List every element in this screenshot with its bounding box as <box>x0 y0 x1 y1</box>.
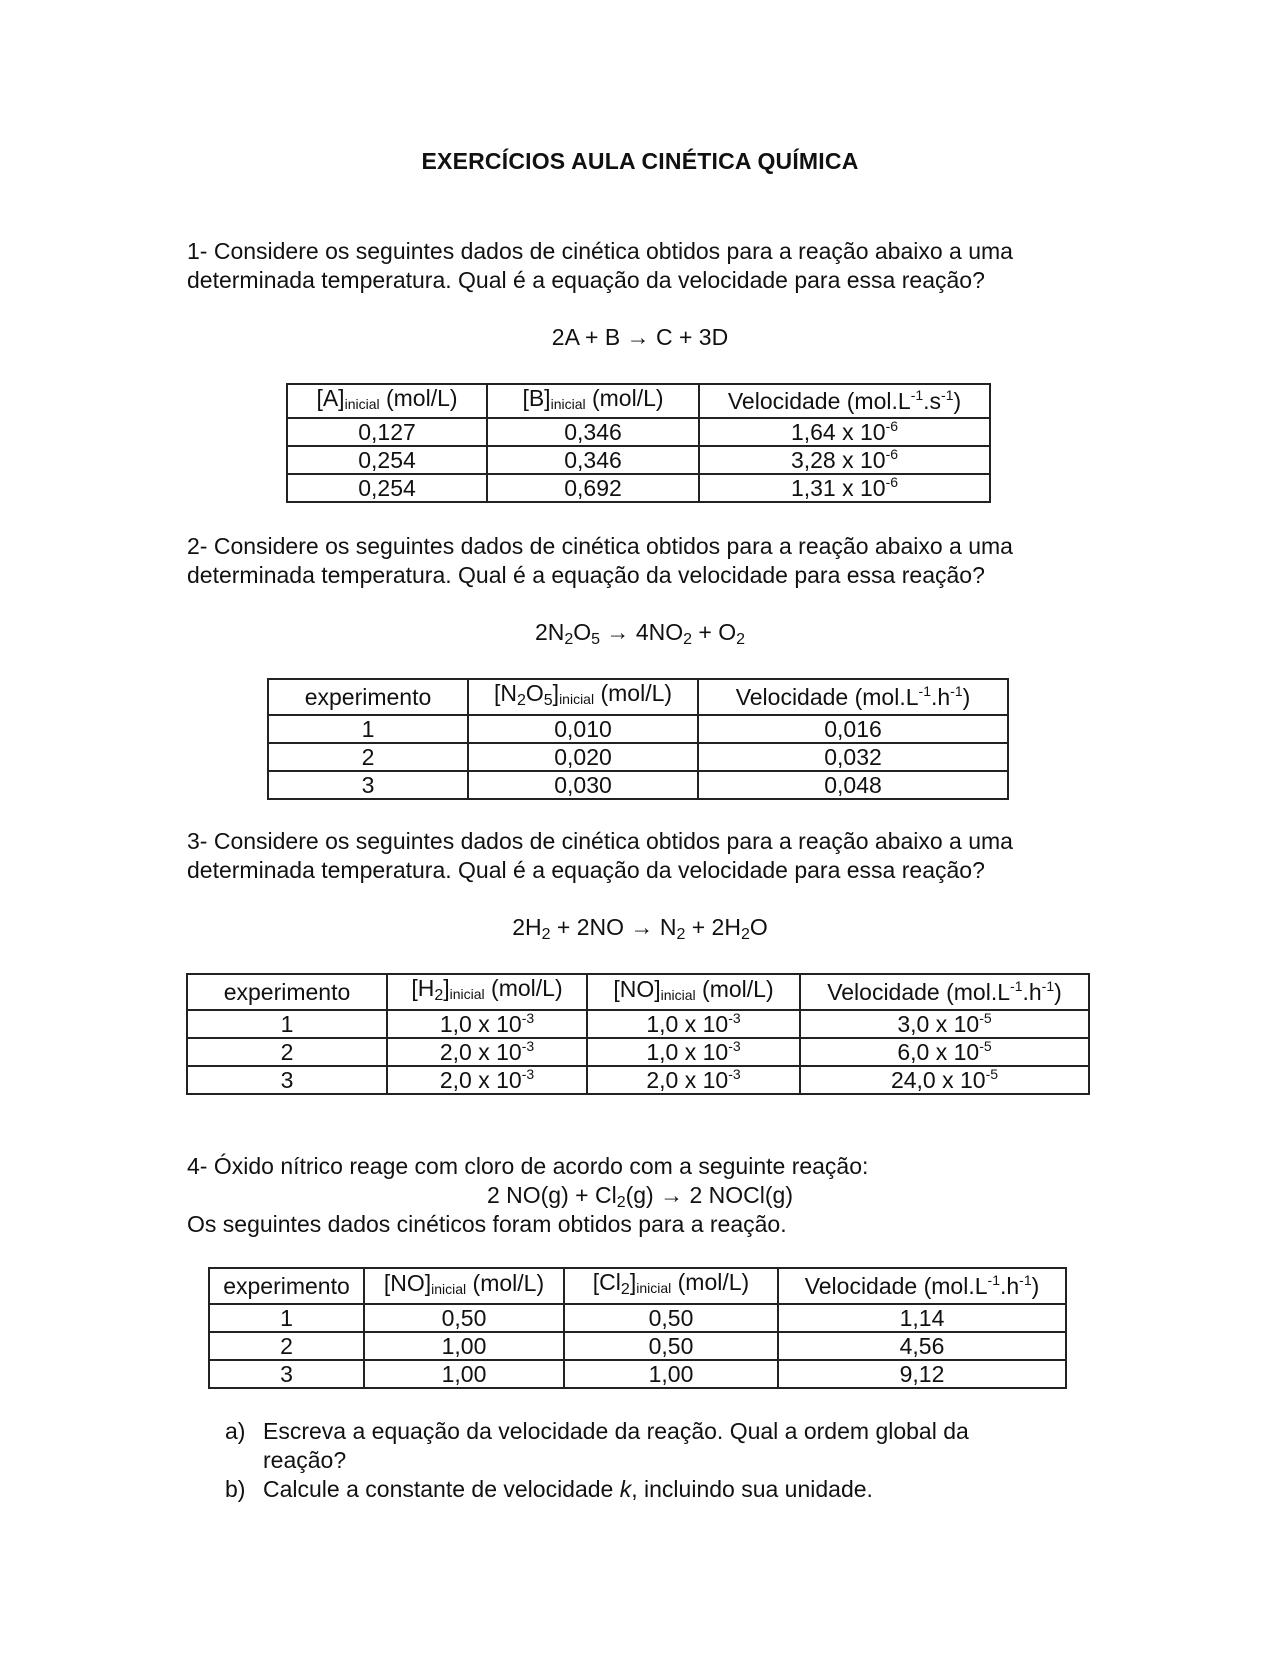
question-1-table <box>286 383 991 503</box>
cell-no: 0,50 <box>364 1304 564 1332</box>
cell-experiment: 1 <box>187 1010 387 1038</box>
table-header-row <box>268 679 1008 715</box>
table-row <box>209 1332 1066 1360</box>
header-b-initial: $[B]_{inicial}$ (mol/L) <box>487 384 699 418</box>
question-3-line-2: determinada temperatura. Qual é a equação da velocidade para essa reação? <box>187 857 985 883</box>
table-row <box>187 1066 1089 1094</box>
header-cl2-initial: $[Cl_2]_{inicial}$ (mol/L) <box>564 1268 778 1304</box>
table-row <box>187 1038 1089 1066</box>
question-1-equation: 2A + B → C + 3D <box>551 324 729 350</box>
question-2-line-1: 2- Considere os seguintes dados de cinética obtidos para a reação abaixo a uma <box>187 533 1013 559</box>
table-row <box>287 446 990 474</box>
table-row <box>287 474 990 502</box>
cell-h2: 1,0 x $10^{-3}$ <box>387 1010 587 1038</box>
k-symbol: k <box>619 1476 632 1502</box>
cell-a: 0,254 <box>287 446 487 474</box>
question-4-item-b <box>225 1475 1065 1504</box>
question-4-equation: 2 $NO(g) + Cl_2(g) \to 2$ NOCl(g) <box>486 1182 794 1211</box>
cell-a: 0,127 <box>287 418 487 446</box>
header-h2-initial: $[H_2]_{inicial}$ (mol/L) <box>387 974 587 1010</box>
header-a-initial: $[A]_{inicial}$ (mol/L) <box>287 384 487 418</box>
cell-experiment: 1 <box>209 1304 364 1332</box>
header-no-initial: $[NO]_{inicial}$ (mol/L) <box>587 974 800 1010</box>
question-3-line-1: 3- Considere os seguintes dados de cinética obtidos para a reação abaixo a uma <box>187 828 1013 854</box>
cell-cl2: 1,00 <box>564 1360 778 1388</box>
question-2-equation: $2N_2O_5 \to 4NO_2 + O_2$ <box>534 619 746 648</box>
cell-velocity: 3,28 x $10^{-6}$ <box>699 446 990 474</box>
header-velocity: Velocidade $(mol.L^{-1}.s^{-1})$ <box>699 384 990 418</box>
table-row <box>187 1010 1089 1038</box>
question-2-line-2: determinada temperatura. Qual é a equação da velocidade para essa reação? <box>187 562 985 588</box>
question-4-after: Os seguintes dados cinéticos foram obtidos para a reação. <box>187 1211 787 1237</box>
question-2-text <box>187 532 1127 590</box>
question-3-equation: $2H_2 + 2NO \to N_2 + 2H_2O$ <box>512 914 768 943</box>
header-velocity: Velocidade $(mol.L^{-1}.h^{-1})$ <box>698 679 1008 715</box>
header-velocity: Velocidade $(mol.L^{-1}.h^{-1})$ <box>800 974 1089 1010</box>
table-row <box>287 418 990 446</box>
cell-experiment: 2 <box>268 743 468 771</box>
question-3-text <box>187 827 1127 885</box>
item-label: a) <box>225 1418 246 1444</box>
cell-experiment: 2 <box>209 1332 364 1360</box>
cell-velocity: 0,032 <box>698 743 1008 771</box>
cell-b: 0,692 <box>487 474 699 502</box>
table-row <box>209 1360 1066 1388</box>
header-experiment: experimento <box>209 1268 364 1304</box>
header-n2o5-initial: $[N_2O_5]_{inicial}$ (mol/L) <box>468 679 698 715</box>
cell-b: 0,346 <box>487 418 699 446</box>
cell-velocity: 24,0 x $10^{-5}$ <box>800 1066 1089 1094</box>
cell-velocity: 9,12 <box>778 1360 1066 1388</box>
cell-velocity: 1,31 x $10^{-6}$ <box>699 474 990 502</box>
table-header-row <box>287 384 990 418</box>
table-header-row <box>209 1268 1066 1304</box>
header-no-initial: $[NO]_{inicial}$ (mol/L) <box>364 1268 564 1304</box>
cell-velocity: 0,016 <box>698 715 1008 743</box>
cell-experiment: 3 <box>268 771 468 799</box>
question-4-item-a <box>225 1417 1065 1475</box>
cell-experiment: 3 <box>187 1066 387 1094</box>
cell-velocity: 3,0 x $10^{-5}$ <box>800 1010 1089 1038</box>
cell-n2o5: 0,010 <box>468 715 698 743</box>
table-row <box>268 771 1008 799</box>
cell-cl2: 0,50 <box>564 1304 778 1332</box>
cell-experiment: 2 <box>187 1038 387 1066</box>
cell-velocity: 0,048 <box>698 771 1008 799</box>
item-b-text: Calcule a constante de velocidade k, incluindo sua unidade. <box>263 1476 873 1502</box>
question-4-intro: 4- Óxido nítrico reage com cloro de acordo com a seguinte reação: <box>187 1153 869 1179</box>
header-experiment: experimento <box>187 974 387 1010</box>
cell-no: 2,0 x $10^{-3}$ <box>587 1066 800 1094</box>
cell-n2o5: 0,030 <box>468 771 698 799</box>
question-4-table <box>208 1267 1067 1389</box>
table-header-row <box>187 974 1089 1010</box>
cell-experiment: 3 <box>209 1360 364 1388</box>
cell-no: 1,0 x $10^{-3}$ <box>587 1010 800 1038</box>
question-1-line-1: 1- Considere os seguintes dados de cinética obtidos para a reação abaixo a uma <box>187 238 1013 264</box>
cell-h2: 2,0 x $10^{-3}$ <box>387 1038 587 1066</box>
table-row <box>268 743 1008 771</box>
cell-a: 0,254 <box>287 474 487 502</box>
cell-n2o5: 0,020 <box>468 743 698 771</box>
item-a-line-2: reação? <box>263 1447 347 1473</box>
item-a-line-1: Escreva a equação da velocidade da reação. Qual a ordem global da <box>263 1418 969 1444</box>
table-row <box>268 715 1008 743</box>
cell-no: 1,00 <box>364 1332 564 1360</box>
cell-velocity: 4,56 <box>778 1332 1066 1360</box>
header-velocity: Velocidade $(mol.L^{-1}.h^{-1})$ <box>778 1268 1066 1304</box>
item-label: b) <box>225 1476 246 1502</box>
cell-cl2: 0,50 <box>564 1332 778 1360</box>
cell-velocity: 6,0 x $10^{-5}$ <box>800 1038 1089 1066</box>
question-1-line-2: determinada temperatura. Qual é a equação da velocidade para essa reação? <box>187 267 985 293</box>
question-2-table <box>267 678 1009 800</box>
table-row <box>209 1304 1066 1332</box>
cell-h2: 2,0 x $10^{-3}$ <box>387 1066 587 1094</box>
cell-no: 1,0 x $10^{-3}$ <box>587 1038 800 1066</box>
cell-no: 1,00 <box>364 1360 564 1388</box>
cell-velocity: 1,14 <box>778 1304 1066 1332</box>
cell-experiment: 1 <box>268 715 468 743</box>
page-title: EXERCÍCIOS AULA CINÉTICA QUÍMICA <box>421 148 859 174</box>
cell-velocity: 1,64 x $10^{-6}$ <box>699 418 990 446</box>
cell-b: 0,346 <box>487 446 699 474</box>
header-experiment: experimento <box>268 679 468 715</box>
question-1-text <box>187 237 1127 295</box>
question-3-table <box>186 973 1090 1095</box>
